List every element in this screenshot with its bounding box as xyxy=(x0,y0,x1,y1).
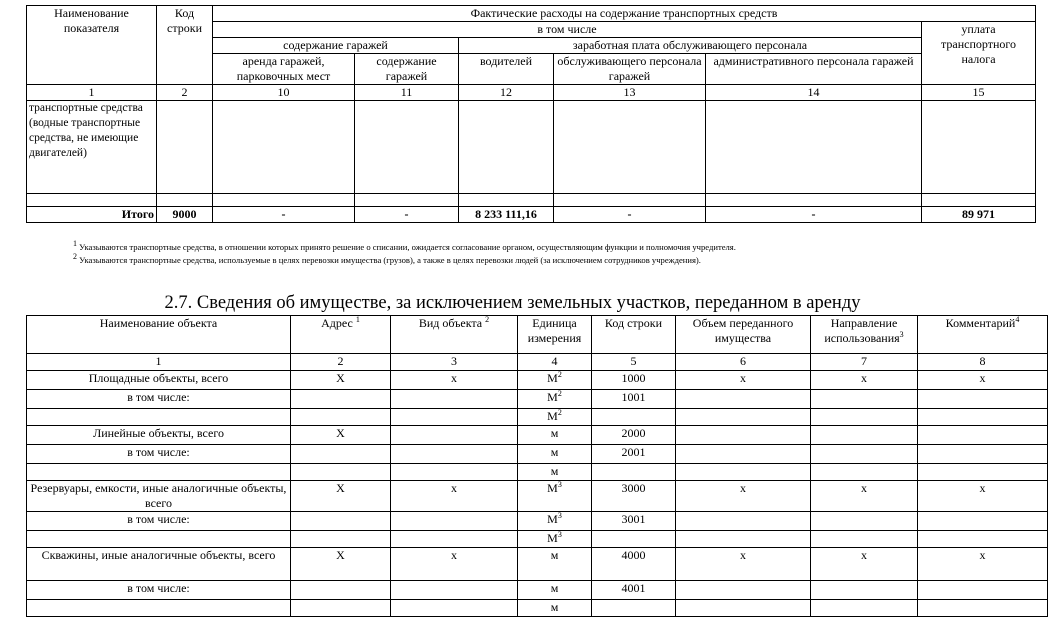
address-cell xyxy=(291,445,391,464)
row-label: транспортные средства (водные транспортные средства, не имеющие двигателей) xyxy=(27,101,157,194)
footnote: $^1$ Указываются транспортные средства, в отношении которых принято решение о списании, ожидается согласование органом, осуществляющим функции и полномочия учредителя. xyxy=(73,239,736,252)
unit-cell: м xyxy=(518,581,592,600)
comment-cell: x xyxy=(918,481,1048,512)
comment-cell: x xyxy=(918,548,1048,581)
volume-cell xyxy=(676,445,811,464)
unit-cell: м xyxy=(518,600,592,617)
total-rent: - xyxy=(213,207,355,223)
table-row xyxy=(27,548,1048,581)
table-row xyxy=(27,371,1048,390)
object-name-cell xyxy=(27,409,291,426)
cell xyxy=(459,101,554,194)
header-comment: Комментарий$^4$ xyxy=(918,316,1048,354)
direction-cell: x xyxy=(811,548,918,581)
cell xyxy=(922,101,1036,194)
table-row xyxy=(27,409,1048,426)
header-actual-expenses: Фактические расходы на содержание транспортных средств xyxy=(213,6,1036,22)
direction-cell xyxy=(811,600,918,617)
object-name-cell xyxy=(27,600,291,617)
code-cell xyxy=(592,409,676,426)
footnote: $^2$ Указываются транспортные средства, используемые в целях перевозки имущества (грузов), а также в целях перевозки людей (за исключением сотрудников учреждения). xyxy=(73,252,701,265)
code-cell: 1000 xyxy=(592,371,676,390)
table-row xyxy=(27,426,1048,445)
header-garage-upkeep: содержание гаражей xyxy=(355,54,459,85)
code-cell: 3001 xyxy=(592,512,676,531)
unit-cell: $М^3$ xyxy=(518,481,592,512)
header-admin-staff: административного персонала гаражей xyxy=(706,54,922,85)
cell xyxy=(554,101,706,194)
table-row xyxy=(27,600,1048,617)
table-row xyxy=(27,464,1048,481)
object-type-cell: x xyxy=(391,481,518,512)
code-cell: 3000 xyxy=(592,481,676,512)
column-number: 3 xyxy=(391,354,518,371)
object-type-cell: x xyxy=(391,371,518,390)
unit-cell: м xyxy=(518,464,592,481)
comment-cell xyxy=(918,512,1048,531)
code-cell: 4000 xyxy=(592,548,676,581)
direction-cell xyxy=(811,464,918,481)
direction-cell xyxy=(811,409,918,426)
object-name-cell: Линейные объекты, всего xyxy=(27,426,291,445)
column-number: 2 xyxy=(291,354,391,371)
unit-cell: м xyxy=(518,445,592,464)
code-cell xyxy=(592,531,676,548)
address-cell xyxy=(291,409,391,426)
table-row xyxy=(27,194,1036,207)
total-row xyxy=(27,207,1036,223)
object-type-cell xyxy=(391,445,518,464)
unit-cell: м xyxy=(518,426,592,445)
header-code: Код строки xyxy=(592,316,676,354)
address-cell: X xyxy=(291,371,391,390)
total-code: 9000 xyxy=(157,207,213,223)
header-drivers: водителей xyxy=(459,54,554,85)
column-number: 2 xyxy=(157,85,213,101)
volume-cell xyxy=(676,426,811,445)
total-drivers: 8 233 111,16 xyxy=(459,207,554,223)
object-name-cell: в том числе: xyxy=(27,581,291,600)
volume-cell xyxy=(676,409,811,426)
code-cell: 1001 xyxy=(592,390,676,409)
direction-cell xyxy=(811,531,918,548)
column-number-row xyxy=(27,354,1048,371)
comment-cell xyxy=(918,464,1048,481)
comment-cell xyxy=(918,426,1048,445)
header-garage: содержание гаражей xyxy=(213,38,459,54)
address-cell xyxy=(291,581,391,600)
header-salary: заработная плата обслуживающего персонала xyxy=(459,38,922,54)
direction-cell: x xyxy=(811,371,918,390)
cell xyxy=(355,101,459,194)
column-number: 1 xyxy=(27,85,157,101)
header-address: Адрес $^1$ xyxy=(291,316,391,354)
object-name-cell: Резервуары, емкости, иные аналогичные объекты, всего xyxy=(27,481,291,512)
table-row xyxy=(27,481,1048,512)
code-cell: 4001 xyxy=(592,581,676,600)
address-cell: X xyxy=(291,548,391,581)
object-name-cell xyxy=(27,531,291,548)
volume-cell xyxy=(676,512,811,531)
object-name-cell xyxy=(27,464,291,481)
object-type-cell xyxy=(391,531,518,548)
object-type-cell xyxy=(391,600,518,617)
object-type-cell xyxy=(391,426,518,445)
unit-cell: м xyxy=(518,548,592,581)
column-number: 15 xyxy=(922,85,1036,101)
cell xyxy=(157,101,213,194)
column-number: 12 xyxy=(459,85,554,101)
volume-cell xyxy=(676,581,811,600)
object-type-cell xyxy=(391,581,518,600)
header-name: Наименование показателя xyxy=(27,6,157,85)
comment-cell xyxy=(918,390,1048,409)
code-cell xyxy=(592,600,676,617)
address-cell xyxy=(291,464,391,481)
comment-cell xyxy=(918,531,1048,548)
volume-cell xyxy=(676,531,811,548)
column-number: 13 xyxy=(554,85,706,101)
comment-cell: x xyxy=(918,371,1048,390)
direction-cell xyxy=(811,512,918,531)
object-type-cell xyxy=(391,390,518,409)
column-number: 7 xyxy=(811,354,918,371)
address-cell: X xyxy=(291,426,391,445)
total-label: Итого xyxy=(27,207,157,223)
object-name-cell: в том числе: xyxy=(27,512,291,531)
total-garage-staff: - xyxy=(554,207,706,223)
code-cell: 2001 xyxy=(592,445,676,464)
volume-cell: x xyxy=(676,481,811,512)
volume-cell: x xyxy=(676,371,811,390)
object-name-cell: Площадные объекты, всего xyxy=(27,371,291,390)
object-name-cell: Скважины, иные аналогичные объекты, всего xyxy=(27,548,291,581)
unit-cell: $М^2$ xyxy=(518,371,592,390)
header-transport-tax: уплата транспортного налога xyxy=(922,22,1036,85)
total-garage-upkeep: - xyxy=(355,207,459,223)
volume-cell xyxy=(676,390,811,409)
header-direction: Направление использования$^3$ xyxy=(811,316,918,354)
table-row xyxy=(27,581,1048,600)
object-name-cell: в том числе: xyxy=(27,390,291,409)
unit-cell: $М^3$ xyxy=(518,531,592,548)
object-type-cell xyxy=(391,409,518,426)
object-type-cell: x xyxy=(391,548,518,581)
address-cell xyxy=(291,531,391,548)
header-object-type: Вид объекта $^2$ xyxy=(391,316,518,354)
header-object-name: Наименование объекта xyxy=(27,316,291,354)
table-row xyxy=(27,390,1048,409)
column-number: 1 xyxy=(27,354,291,371)
header-rent: аренда гаражей, парковочных мест xyxy=(213,54,355,85)
code-cell xyxy=(592,464,676,481)
total-admin-staff: - xyxy=(706,207,922,223)
comment-cell xyxy=(918,409,1048,426)
object-type-cell xyxy=(391,464,518,481)
footnotes xyxy=(73,241,736,267)
column-number: 10 xyxy=(213,85,355,101)
header-including: в том числе xyxy=(213,22,922,38)
address-cell xyxy=(291,600,391,617)
header-unit: Единица измерения xyxy=(518,316,592,354)
address-cell: X xyxy=(291,481,391,512)
address-cell xyxy=(291,390,391,409)
column-number: 11 xyxy=(355,85,459,101)
direction-cell xyxy=(811,445,918,464)
volume-cell: x xyxy=(676,548,811,581)
column-number: 6 xyxy=(676,354,811,371)
column-number: 4 xyxy=(518,354,592,371)
table-row xyxy=(27,512,1048,531)
unit-cell: $М^2$ xyxy=(518,390,592,409)
transport-expenses-table xyxy=(26,5,1036,223)
direction-cell: x xyxy=(811,481,918,512)
volume-cell xyxy=(676,600,811,617)
leased-property-table xyxy=(26,315,1048,617)
unit-cell: $М^2$ xyxy=(518,409,592,426)
code-cell: 2000 xyxy=(592,426,676,445)
table-row xyxy=(27,445,1048,464)
direction-cell xyxy=(811,426,918,445)
column-number: 5 xyxy=(592,354,676,371)
direction-cell xyxy=(811,581,918,600)
object-name-cell: в том числе: xyxy=(27,445,291,464)
total-tax: 89 971 xyxy=(922,207,1036,223)
table-row xyxy=(27,531,1048,548)
header-garage-staff: обслуживающего персонала гаражей xyxy=(554,54,706,85)
column-number: 14 xyxy=(706,85,922,101)
unit-cell: $М^3$ xyxy=(518,512,592,531)
volume-cell xyxy=(676,464,811,481)
cell xyxy=(213,101,355,194)
header-volume: Объем переданного имущества xyxy=(676,316,811,354)
column-number-row xyxy=(27,85,1036,101)
column-number: 8 xyxy=(918,354,1048,371)
cell xyxy=(706,101,922,194)
comment-cell xyxy=(918,581,1048,600)
header-code: Код строки xyxy=(157,6,213,85)
direction-cell xyxy=(811,390,918,409)
comment-cell xyxy=(918,600,1048,617)
section-title: 2.7. Сведения об имуществе, за исключением земельных участков, переданном в аренду xyxy=(164,293,861,313)
address-cell xyxy=(291,512,391,531)
comment-cell xyxy=(918,445,1048,464)
table-row xyxy=(27,101,1036,194)
object-type-cell xyxy=(391,512,518,531)
